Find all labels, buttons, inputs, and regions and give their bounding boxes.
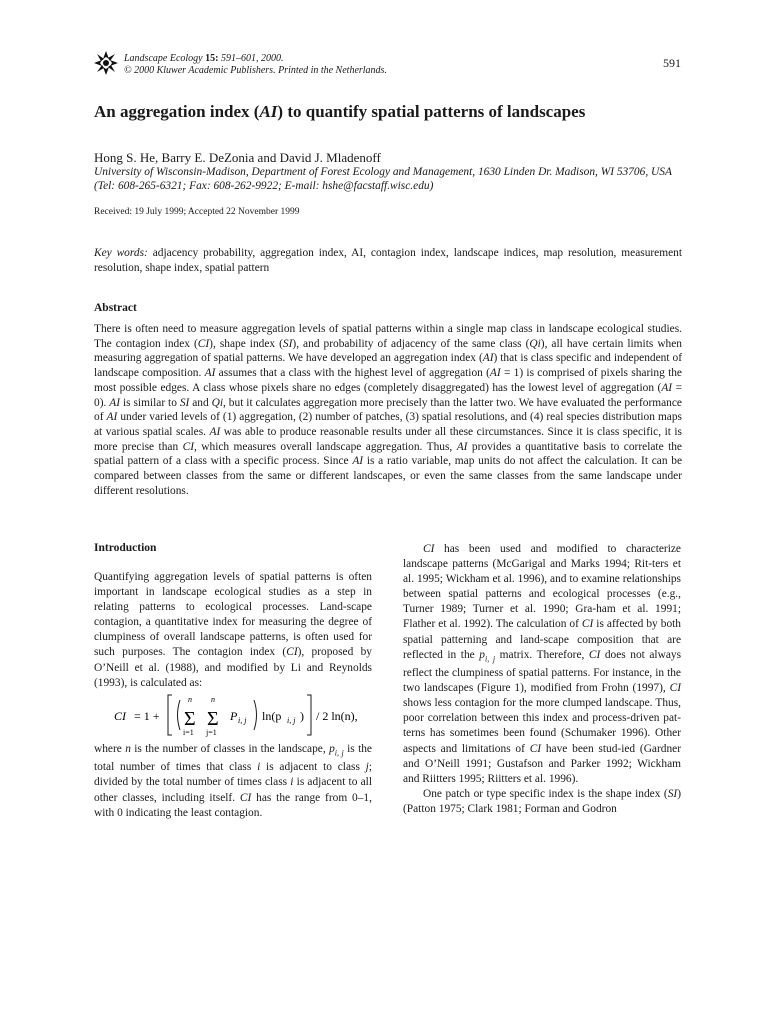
introduction-heading: Introduction <box>94 542 157 554</box>
journal-name: Landscape Ecology <box>124 53 203 64</box>
journal-volume: 15: <box>205 53 219 64</box>
eq-lhs: CI <box>114 709 126 723</box>
intro-paragraph-1: Quantifying aggregation levels of spatial patterns is often important in landscape ecological studies as a step in relating patterns to ecological processes. Land-scape contagion, a quantitative index for measuring the degree of clumpiness of overall landscape patterns, is often used for such purposes. The contagion index (CI), proposed by O’Neill et al. (1988), and modified by Li and Reynolds (1993), is calculated as: <box>94 571 372 689</box>
abstract-text: There is often need to measure aggregation levels of spatial patterns within a single map class in landscape ecological studies. The contagion index (CI), shape index (SI), and probability of adjacency of the same class (Qi), all have certain limits when measuring aggregation of spatial patterns. We have developed an aggregation index (AI) that is class specific and independent of landscape composition. AI assumes that a class with the highest level of aggregation (AI = 1) is comprised of pixels sharing the most possible edges. A class whose pixels share no edges (completely disaggregated) has the lowest level of aggregation (AI = 0). AI is similar to SI and Qi, but it calculates aggregation more precisely than the latter two. We have evaluated the performance of AI under varied levels of (1) aggregation, (2) number of patches, (3) spatial resolutions, and (4) real species distribution maps at various spatial scales. AI was able to produce reasonable results under all these circumstances. Since it is class specific, it is more precise than CI, which measures overall landscape aggregation. Thus, AI provides a quantitative basis to correlate the spatial pattern of a class with a specific process. Since AI is a ratio variable, map units do not affect the calculation. It can be compared between classes from the same or different landscapes, or even the same classes from the same landscape under different resolutions. <box>94 323 682 497</box>
eq-upper-j: n <box>211 695 215 704</box>
journal-line <box>124 53 387 65</box>
eq-log-close: ) <box>300 709 304 723</box>
eq-upper-i: n <box>188 695 192 704</box>
copyright-line: © 2000 Kluwer Academic Publishers. Printed in the Netherlands. <box>124 65 387 76</box>
eq-term-sub: i, j <box>238 716 247 725</box>
keywords <box>94 246 682 275</box>
eq-sum-i: Σ <box>184 708 196 730</box>
eq-tail: / 2 ln(n), <box>316 709 358 723</box>
author-affiliation: University of Wisconsin-Madison, Department of Forest Ecology and Management, 1630 Linden Dr. Madison, WI 53706, USA (Tel: 608-265-6321; Fax: 608-262-9922; E-mail: hshe@facstaff.wisc.edu) <box>94 166 672 193</box>
eq-equals: = 1 + <box>134 709 160 723</box>
journal-citation <box>124 53 387 77</box>
page-number: 591 <box>663 56 681 70</box>
paper-authors: Hong S. He, Barry E. DeZonia and David J. Mladenoff <box>94 150 381 165</box>
paper-title: An aggregation index (AI) to quantify spatial patterns of landscapes <box>94 102 586 121</box>
right-column <box>403 542 681 817</box>
contagion-equation <box>114 692 372 738</box>
keywords-list: adjacency probability, aggregation index, AI, contagion index, landscape indices, map resolution, measurement resolution, shape index, spatial pattern <box>94 247 683 274</box>
intro-paragraph-4: One patch or type specific index is the shape index (SI) (Patton 1975; Clark 1981; Forman and Godron <box>403 787 681 815</box>
keywords-label: Key words: <box>94 247 148 259</box>
intro-paragraph-3: CI has been used and modified to characterize landscape patterns (McGarigal and Marks 1994; Rit-ters et al. 1995; Wickham et al. 1996), and to examine relationships between spatial patterns and ecological processes (e.g., Turner 1989; Turner et al. 1990; Gra-ham et al. 1991; Flather et al. 1992). The calculation of CI is affected by both spatial patterning and land-scape composition that are reflected in the $p_{i, j}$ matrix. Therefore, CI does not always reflect the clumpiness of spatial patterns. For instance, in the two landscapes (Figure 1), modified from Frohn (1997), CI shows less contagion for the more clumped landscape. Thus, poor correlation between this index and process-driven pat-terns has sometimes been found (Schumaker 1996). Other aspects and limitations of CI have been stud-ied (Gardner and O’Neill 1991; Gustafson and Parker 1992; Wickham and Riitters 1995; Riitters et al. 1996). <box>403 543 682 785</box>
eq-log-sub: i, j <box>287 716 296 725</box>
eq-sum-j: Σ <box>207 708 219 730</box>
intro-paragraph-2: where n is the number of classes in the landscape, $p_{i, j}$ is the total number of times that class i is adjacent to class j; divided by the total number of times class i is adjacent to all other classes, including itself. CI has the range from 0–1, with 0 indicating the least contagion. <box>94 743 373 819</box>
eq-lower-j: j=1 <box>206 728 217 737</box>
publisher-logo-icon <box>93 50 119 76</box>
journal-pages: 591–601, 2000. <box>220 53 284 64</box>
eq-log: ln(p <box>262 709 282 723</box>
received-dates: Received: 19 July 1999; Accepted 22 November 1999 <box>94 207 300 217</box>
eq-lower-i: i=1 <box>183 728 194 737</box>
abstract-heading: Abstract <box>94 302 137 314</box>
eq-term: P <box>230 709 238 723</box>
